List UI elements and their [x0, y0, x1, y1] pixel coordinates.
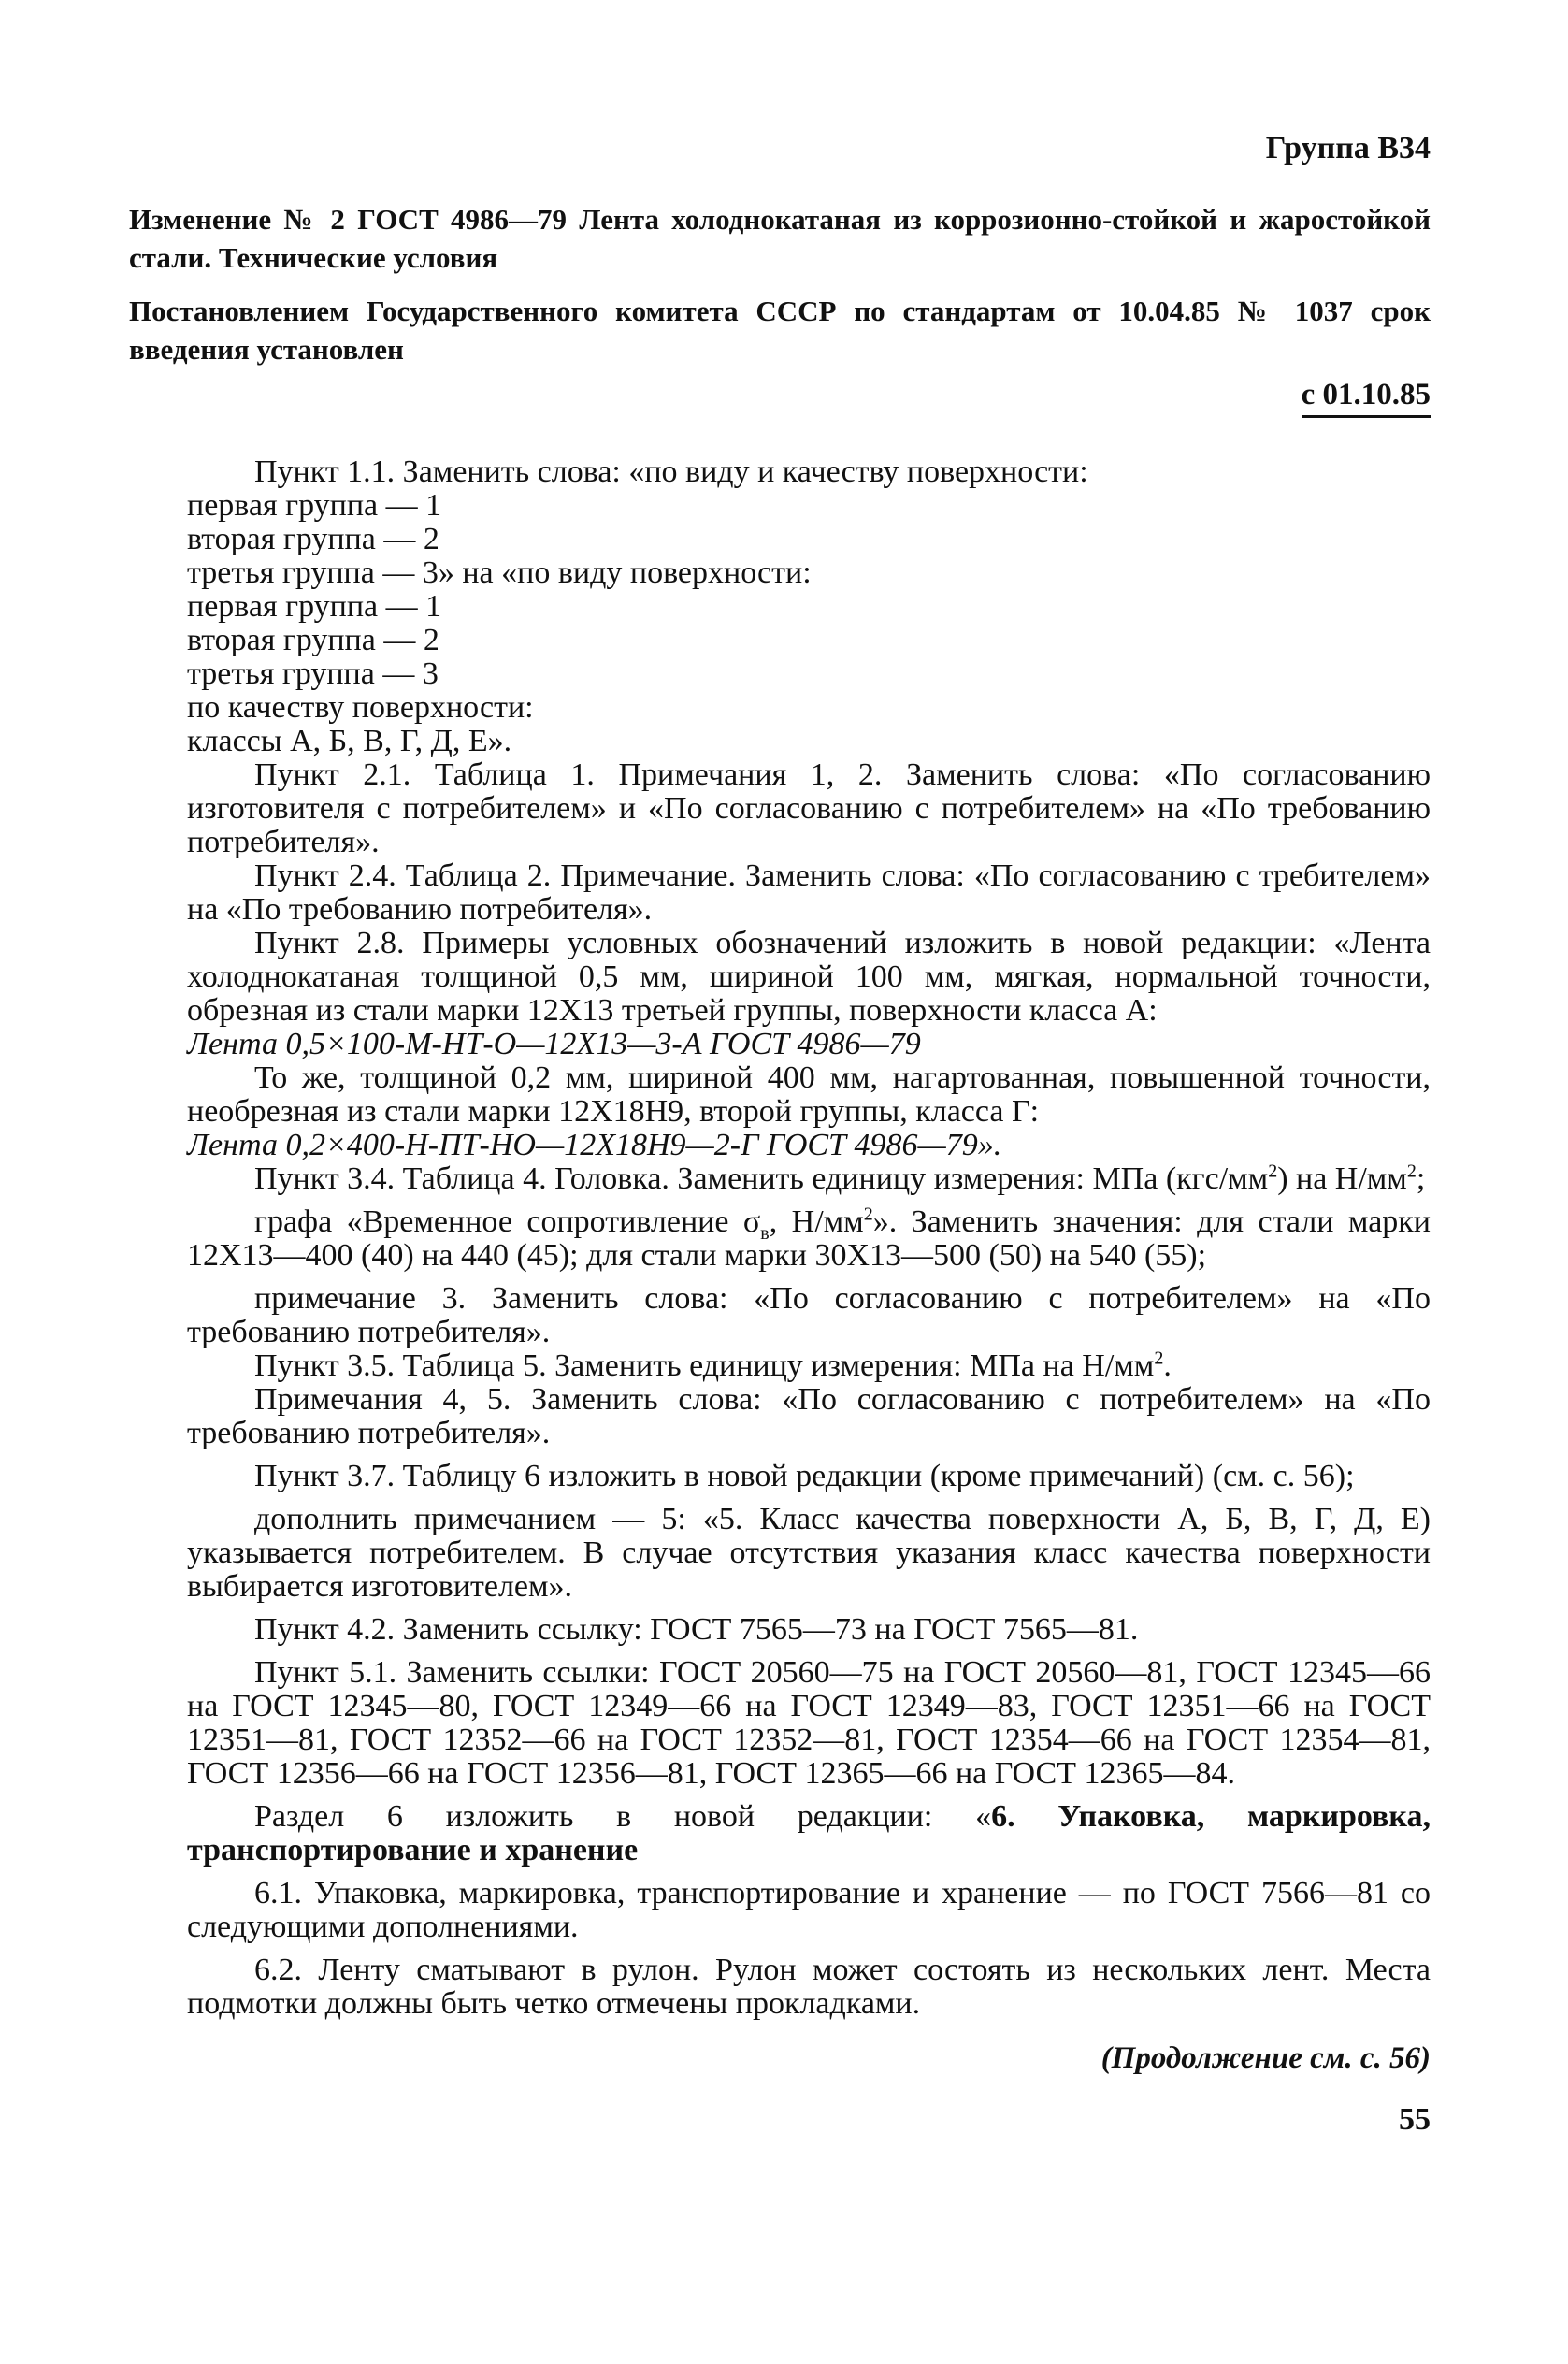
- para-2-8-cont: То же, толщиной 0,2 мм, шириной 400 мм, нагартованная, повышенной точности, необрезная из стали марки 12Х18Н9, второй группы, класса Г:: [187, 1060, 1431, 1129]
- designation-example-2: Лента 0,2×400-Н-ПТ-НО—12Х18Н9—2-Г ГОСТ 4986—79».: [187, 1128, 1002, 1162]
- para-2-4: Пункт 2.4. Таблица 2. Примечание. Заменить слова: «По согласованию с требителем» на «По требованию потребителя».: [187, 858, 1431, 927]
- change-title: Изменение № 2 ГОСТ 4986—79 Лента холоднокатаная из коррозионно-стойкой и жаростойкой стали. Технические условия: [129, 203, 1431, 274]
- document-page: [129, 131, 1431, 2138]
- para-3-5-notes: Примечания 4, 5. Заменить слова: «По согласованию с потребителем» на «По требованию потребителя».: [187, 1382, 1431, 1450]
- para-6-1: 6.1. Упаковка, маркировка, транспортирование и хранение — по ГОСТ 7566—81 со следующими дополнениями.: [187, 1876, 1431, 1944]
- para-4-2: Пункт 4.2. Заменить ссылку: ГОСТ 7565—73 на ГОСТ 7565—81.: [254, 1612, 1139, 1647]
- para-1-1-line-8: по качеству поверхности:: [187, 690, 534, 725]
- section-6-title: 6. Упаковка, маркировка, транспортирование и хранение: [187, 1799, 1431, 1867]
- para-1-1-line-3: вторая группа — 2: [187, 522, 439, 556]
- para-3-4: Пункт 3.4. Таблица 4. Головка. Заменить единицу измерения: МПа $(кгс/мм^2)$ на $Н/мм^2$;: [254, 1160, 1426, 1196]
- document-body: [187, 455, 1431, 2021]
- decree-text: Постановлением Государственного комитета СССР по стандартам от 10.04.85 № 1037 срок введения установлен: [129, 295, 1431, 366]
- para-2-8: Пункт 2.8. Примеры условных обозначений изложить в новой редакции: «Лента холоднокатаная толщиной 0,5 мм, шириной 100 мм, мягкая, нормальной точности, обрезная из стали марки 12Х13 третьей группы, поверхности класса А:: [187, 926, 1431, 1028]
- group-code: Группа В34: [1265, 131, 1431, 166]
- continuation-note: (Продолжение см. с. 56): [1100, 2041, 1431, 2075]
- effective-date: с 01.10.85: [187, 378, 1431, 418]
- page-number: 55: [1399, 2102, 1431, 2137]
- para-1-1-line-6: вторая группа — 2: [187, 623, 439, 657]
- para-6-2: 6.2. Ленту сматывают в рулон. Рулон может состоять из нескольких лент. Места подмотки должны быть четко отмечены прокладками.: [187, 1953, 1431, 2021]
- para-3-7-addition: дополнить примечанием — 5: «5. Класс качества поверхности А, Б, В, Г, Д, Е) указывается потребителем. В случае отсутствия указания класс качества поверхности выбирается изготовителем».: [187, 1502, 1431, 1604]
- para-2-1: Пункт 2.1. Таблица 1. Примечания 1, 2. Заменить слова: «По согласованию изготовителя с потребителем» и «По согласованию с потребителем» на «По требованию потребителя».: [187, 757, 1431, 859]
- para-3-4-note: примечание 3. Заменить слова: «По согласованию с потребителем» на «По требованию потребителя».: [187, 1281, 1431, 1349]
- para-1-1-line-1: Пункт 1.1. Заменить слова: «по виду и качеству поверхности:: [254, 454, 1088, 489]
- para-1-1-line-7: третья группа — 3: [187, 656, 439, 691]
- para-1-1-line-5: первая группа — 1: [187, 589, 442, 624]
- section-6-intro: Раздел 6 изложить в новой редакции: «6. Упаковка, маркировка, транспортирование и хранение: [187, 1799, 1431, 1867]
- para-1-1-line-9: классы А, Б, В, Г, Д, Е».: [187, 724, 512, 758]
- designation-example-1: Лента 0,5×100-М-НТ-О—12Х13—3-А ГОСТ 4986—79: [187, 1027, 921, 1061]
- para-3-7: Пункт 3.7. Таблицу 6 изложить в новой редакции (кроме примечаний) (см. с. 56);: [254, 1459, 1355, 1493]
- para-5-1: Пункт 5.1. Заменить ссылки: ГОСТ 20560—75 на ГОСТ 20560—81, ГОСТ 12345—66 на ГОСТ 12345—80, ГОСТ 12349—66 на ГОСТ 12349—83, ГОСТ 12351—66 на ГОСТ 12351—81, ГОСТ 12352—66 на ГОСТ 12352—81, ГОСТ 12354—66 на ГОСТ 12354—81, ГОСТ 12356—66 на ГОСТ 12356—81, ГОСТ 12365—66 на ГОСТ 12365—84.: [187, 1655, 1431, 1791]
- para-1-1-line-4: третья группа — 3» на «по виду поверхности:: [187, 555, 812, 590]
- para-1-1-line-2: первая группа — 1: [187, 488, 442, 523]
- para-3-5: Пункт 3.5. Таблица 5. Заменить единицу измерения: МПа на $Н/мм^2$.: [254, 1348, 1172, 1383]
- para-3-4-graph: графа «Временное сопротивление $\sigma_в$, $Н/мм^2$». Заменить значения: для стали марки 12Х13—400 (40) на 440 (45); для стали марки 30Х13—500 (50) на 540 (55);: [187, 1204, 1431, 1273]
